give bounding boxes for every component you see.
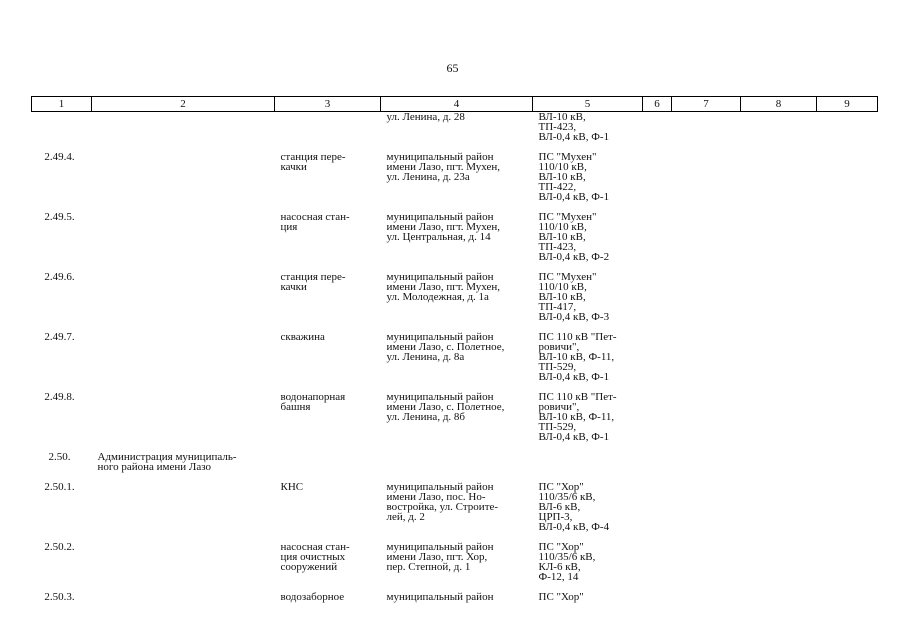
table-row — [32, 152, 878, 212]
address-cell: муниципальный район имени Лазо, пгт. Хор, пер. Степной, д. 1 — [386, 541, 494, 573]
row-number: 2.49.6. — [44, 271, 75, 283]
organization-cell — [92, 112, 275, 153]
table-row — [32, 482, 878, 542]
power-source-cell: ПС "Мухен" 110/10 кВ, ВЛ-10 кВ, ТП-422, ВЛ-0,4 кВ, Ф-1 — [538, 151, 610, 203]
address-cell: муниципальный район имени Лазо, с. Полетное, ул. Ленина, д. 8б — [386, 391, 505, 423]
table-header-row — [32, 97, 878, 112]
column-header-4: 4 — [381, 97, 533, 112]
row-number: 2.50. — [48, 451, 71, 463]
object-cell: станция пере- качки — [280, 271, 346, 293]
object-cell: скважина — [280, 331, 325, 343]
table-row — [32, 272, 878, 332]
row-number: 2.50.3. — [44, 591, 75, 603]
table-row — [32, 542, 878, 592]
power-source-cell: ПС 110 кВ "Пет- ровичи", ВЛ-10 кВ, Ф-11, ТП-529, ВЛ-0,4 кВ, Ф-1 — [538, 391, 617, 443]
table-row — [32, 332, 878, 392]
object-cell — [275, 452, 381, 482]
object-cell: насосная стан- ция — [280, 211, 350, 233]
organization-cell — [92, 392, 275, 452]
column-header-7: 7 — [672, 97, 741, 112]
document-table — [31, 96, 878, 612]
column-header-8: 8 — [741, 97, 817, 112]
table-row — [32, 392, 878, 452]
organization-cell — [92, 332, 275, 392]
column-header-1: 1 — [32, 97, 92, 112]
power-source-cell: ВЛ-10 кВ, ТП-423, ВЛ-0,4 кВ, Ф-1 — [538, 111, 610, 143]
row-number: 2.49.8. — [44, 391, 75, 403]
organization-cell — [92, 272, 275, 332]
organization-cell — [92, 592, 275, 612]
organization-cell: Администрация муниципаль- ного района имени Лазо — [97, 451, 237, 473]
organization-cell — [92, 542, 275, 592]
page-number: 65 — [446, 61, 459, 75]
table-row — [32, 212, 878, 272]
row-number: 2.50.1. — [44, 481, 75, 493]
address-cell: муниципальный район — [386, 591, 494, 603]
column-header-9: 9 — [817, 97, 878, 112]
row-number: 2.49.5. — [44, 211, 75, 223]
organization-cell — [92, 152, 275, 212]
row-number: 2.49.4. — [44, 151, 75, 163]
power-source-cell: ПС "Мухен" 110/10 кВ, ВЛ-10 кВ, ТП-417, ВЛ-0,4 кВ, Ф-3 — [538, 271, 610, 323]
power-source-cell: ПС "Хор" — [538, 591, 584, 603]
address-cell: муниципальный район имени Лазо, пос. Но- востройка, ул. Строите- лей, д. 2 — [386, 481, 499, 523]
column-header-3: 3 — [275, 97, 381, 112]
object-cell: станция пере- качки — [280, 151, 346, 173]
organization-cell — [92, 212, 275, 272]
object-cell: водонапорная башня — [280, 391, 346, 413]
table-row — [32, 452, 878, 482]
power-source-cell: ПС "Хор" 110/35/6 кВ, КЛ-6 кВ, Ф-12, 14 — [538, 541, 596, 583]
power-source-cell: ПС 110 кВ "Пет- ровичи", ВЛ-10 кВ, Ф-11, ТП-529, ВЛ-0,4 кВ, Ф-1 — [538, 331, 617, 383]
organization-cell — [92, 482, 275, 542]
address-cell: ул. Ленина, д. 28 — [386, 111, 465, 123]
address-cell: муниципальный район имени Лазо, с. Полетное, ул. Ленина, д. 8а — [386, 331, 505, 363]
table-row — [32, 592, 878, 612]
column-header-5: 5 — [533, 97, 643, 112]
object-cell: насосная стан- ция очистных сооружений — [280, 541, 350, 573]
row-number — [32, 112, 92, 153]
power-source-cell — [533, 452, 643, 482]
address-cell: муниципальный район имени Лазо, пгт. Мухен, ул. Ленина, д. 23а — [386, 151, 501, 183]
row-number: 2.50.2. — [44, 541, 75, 553]
power-source-cell: ПС "Хор" 110/35/6 кВ, ВЛ-6 кВ, ЦРП-3, ВЛ-0,4 кВ, Ф-4 — [538, 481, 610, 533]
column-header-2: 2 — [92, 97, 275, 112]
address-cell: муниципальный район имени Лазо, пгт. Мухен, ул. Молодежная, д. 1а — [386, 271, 501, 303]
object-cell: КНС — [280, 481, 304, 493]
column-header-6: 6 — [643, 97, 672, 112]
object-cell: водозаборное — [280, 591, 345, 603]
object-cell — [275, 112, 381, 153]
power-source-cell: ПС "Мухен" 110/10 кВ, ВЛ-10 кВ, ТП-423, ВЛ-0,4 кВ, Ф-2 — [538, 211, 610, 263]
address-cell — [381, 452, 533, 482]
row-number: 2.49.7. — [44, 331, 75, 343]
address-cell: муниципальный район имени Лазо, пгт. Мухен, ул. Центральная, д. 14 — [386, 211, 501, 243]
table-row — [32, 112, 878, 153]
